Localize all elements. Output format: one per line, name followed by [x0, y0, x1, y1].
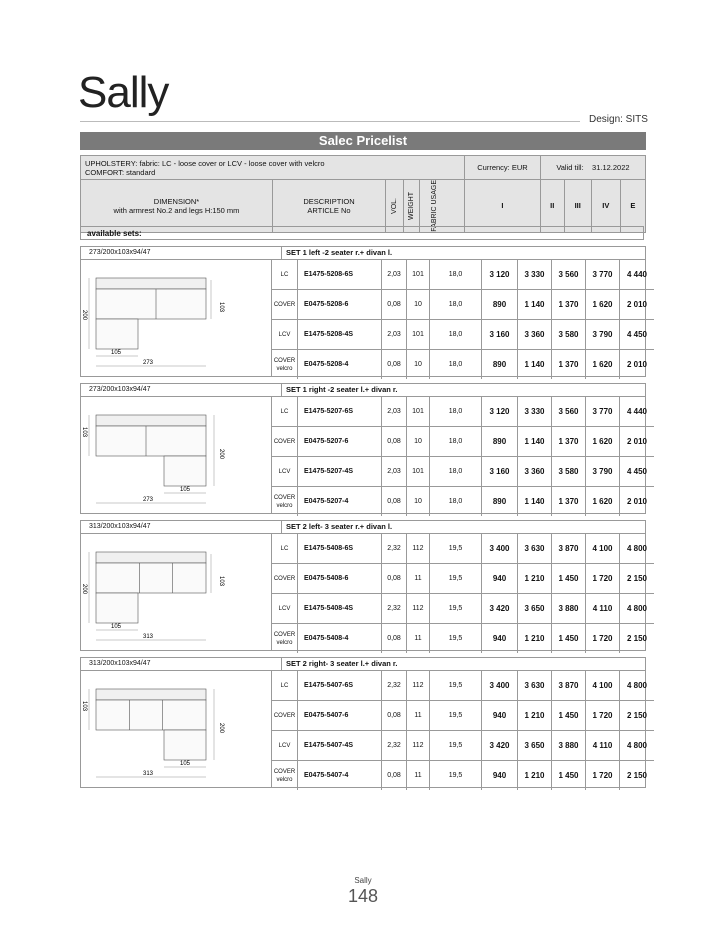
- weight-label: WEIGHT: [408, 191, 415, 220]
- valid-date: 31.12.2022: [592, 163, 630, 172]
- price-cell: 3 770: [586, 260, 620, 289]
- set-dimension: 273/200x103x94/47: [81, 384, 282, 396]
- fabric-header: [420, 180, 465, 233]
- weight: 11: [407, 564, 430, 593]
- cover-type-label: COVER: [273, 301, 296, 308]
- article-number: E0475-5207-4: [298, 487, 382, 516]
- price-cell: 940: [482, 701, 518, 730]
- comfort-text: COMFORT: standard: [85, 167, 156, 177]
- price-cell: 1 720: [586, 624, 620, 653]
- price-cell: 3 770: [586, 397, 620, 426]
- table-row: [272, 260, 654, 290]
- table-row: [272, 290, 654, 320]
- table-row: [272, 427, 654, 457]
- footer-page-number: 148: [347, 886, 379, 906]
- sofa-plan-icon: [81, 260, 271, 374]
- weight: 112: [407, 731, 430, 760]
- fabric-usage: 18,0: [430, 427, 482, 456]
- price-cell: 1 210: [518, 761, 552, 790]
- valid-label: Valid till:: [556, 163, 584, 172]
- price-cell: 2 150: [626, 771, 648, 780]
- cover-type-label: COVER: [273, 631, 296, 638]
- article-number: E1475-5408-6S: [298, 534, 382, 563]
- price-cell: 2 010: [626, 437, 648, 446]
- set-dimension: 313/200x103x94/47: [81, 658, 282, 670]
- dim-depth-label: 103: [81, 701, 87, 712]
- price-cell: 1 370: [552, 350, 586, 379]
- dimension-label: DIMENSION*: [153, 196, 200, 206]
- set-block: [80, 383, 646, 514]
- available-sets-label: available sets:: [80, 226, 644, 240]
- price-cell: 3 160: [482, 457, 518, 486]
- price-cell: 3 650: [518, 594, 552, 623]
- set-block: [80, 657, 646, 788]
- weight: 11: [407, 761, 430, 790]
- set-name: SET 2 right- 3 seater l.+ divan r.: [286, 659, 398, 668]
- dim-divan-label: 105: [111, 350, 122, 356]
- article-number: E1475-5408-4S: [298, 594, 382, 623]
- article-number: E1475-5208-4S: [298, 320, 382, 349]
- fabric-label: FABRIC USAGE: [431, 180, 438, 232]
- weight: 11: [407, 701, 430, 730]
- volume: 0,08: [382, 487, 407, 516]
- title-rule: [80, 121, 580, 122]
- sofa-drawing: [81, 397, 272, 513]
- description-label: DESCRIPTION: [303, 196, 355, 206]
- price-cell: 4 800: [626, 604, 648, 613]
- fabric-usage: 19,5: [430, 624, 482, 653]
- price-cell: 1 620: [586, 290, 620, 319]
- price-cell: 1 620: [586, 487, 620, 516]
- cover-type: [272, 290, 298, 319]
- fabric-usage: 19,5: [430, 761, 482, 790]
- price-cell: 1 370: [552, 290, 586, 319]
- set-dimension: 313/200x103x94/47: [81, 521, 282, 533]
- cover-type: [272, 564, 298, 593]
- price-col-header: I: [465, 180, 541, 233]
- dim-depth-label: 103: [218, 302, 224, 313]
- price-col-header: III: [564, 180, 591, 233]
- price-cell: 3 790: [586, 457, 620, 486]
- price-cell: 940: [482, 624, 518, 653]
- footer-name: Sally: [354, 876, 372, 885]
- price-cell: 3 580: [552, 320, 586, 349]
- fabric-usage: 19,5: [430, 701, 482, 730]
- table-row: [272, 624, 654, 653]
- dim-length-label: 200: [81, 584, 87, 595]
- price-cell: 890: [482, 487, 518, 516]
- weight: 10: [407, 290, 430, 319]
- price-cell: 3 650: [518, 731, 552, 760]
- price-cell: 1 450: [552, 701, 586, 730]
- price-cell: 2 010: [626, 360, 648, 369]
- volume: 2,32: [382, 731, 407, 760]
- price-cell: 890: [482, 427, 518, 456]
- dim-depth-label: 103: [81, 427, 87, 438]
- price-cell: 1 450: [552, 624, 586, 653]
- cover-type-label: LC: [280, 271, 289, 278]
- cover-type-label: LC: [280, 408, 289, 415]
- article-number: E1475-5207-4S: [298, 457, 382, 486]
- price-cell: 890: [482, 290, 518, 319]
- sofa-drawing: [81, 534, 272, 650]
- page-title: Sally: [78, 68, 169, 117]
- volume: 2,32: [382, 671, 407, 700]
- table-row: [272, 761, 654, 790]
- weight: 101: [407, 457, 430, 486]
- price-cell: 1 720: [586, 701, 620, 730]
- volume: 2,32: [382, 534, 407, 563]
- cover-type: [272, 701, 298, 730]
- price-cell: 940: [482, 761, 518, 790]
- price-cell: 1 140: [518, 290, 552, 319]
- price-cell: 4 440: [626, 407, 648, 416]
- volume: 2,03: [382, 320, 407, 349]
- dim-divan-label: 105: [111, 624, 122, 630]
- price-cell: 1 370: [552, 427, 586, 456]
- article-number: E0475-5207-6: [298, 427, 382, 456]
- dim-divan-label: 105: [180, 761, 191, 767]
- article-number: E1475-5407-6S: [298, 671, 382, 700]
- price-cell: 1 210: [518, 564, 552, 593]
- volume: 0,08: [382, 624, 407, 653]
- volume: 0,08: [382, 350, 407, 379]
- price-cell: 3 560: [552, 260, 586, 289]
- cover-type-label: LCV: [278, 331, 291, 338]
- table-row: [272, 731, 654, 761]
- table-row: [272, 701, 654, 731]
- fabric-usage: 19,5: [430, 534, 482, 563]
- article-label: ARTICLE No: [307, 205, 351, 215]
- table-row: [272, 534, 654, 564]
- cover-type: [272, 731, 298, 760]
- volume: 0,08: [382, 761, 407, 790]
- price-cell: 3 870: [552, 534, 586, 563]
- fabric-usage: 18,0: [430, 397, 482, 426]
- cover-type: [272, 350, 298, 379]
- fabric-usage: 18,0: [430, 290, 482, 319]
- article-number: E0475-5408-4: [298, 624, 382, 653]
- price-cell: 3 400: [482, 534, 518, 563]
- price-cell: 4 450: [626, 467, 648, 476]
- table-row: [272, 564, 654, 594]
- description-header: [273, 180, 386, 233]
- fabric-usage: 19,5: [430, 594, 482, 623]
- cover-type-label: COVER: [273, 575, 296, 582]
- table-row: [272, 350, 654, 379]
- valid-till: [540, 156, 645, 180]
- price-cell: 1 140: [518, 427, 552, 456]
- price-cell: 1 720: [586, 761, 620, 790]
- fabric-usage: 19,5: [430, 564, 482, 593]
- price-cell: 3 330: [518, 397, 552, 426]
- price-cell: 4 450: [626, 330, 648, 339]
- volume: 2,32: [382, 594, 407, 623]
- upholstery-info: [81, 156, 465, 180]
- price-cell: 3 420: [482, 594, 518, 623]
- pricelist-title: Salec Pricelist: [80, 132, 646, 150]
- weight: 101: [407, 320, 430, 349]
- price-cell: 3 870: [552, 671, 586, 700]
- design-credit: Design: SITS: [589, 114, 648, 125]
- weight: 10: [407, 487, 430, 516]
- price-cell: 940: [482, 564, 518, 593]
- set-block: [80, 246, 646, 377]
- price-cell: 1 720: [586, 564, 620, 593]
- cover-type-label: LC: [280, 682, 289, 689]
- table-row: [272, 457, 654, 487]
- price-cell: 3 330: [518, 260, 552, 289]
- sofa-drawing: [81, 260, 272, 376]
- price-cell: 1 620: [586, 427, 620, 456]
- weight: 101: [407, 260, 430, 289]
- cover-type: [272, 260, 298, 289]
- table-row: [272, 487, 654, 516]
- cover-type: [272, 624, 298, 653]
- fabric-usage: 19,5: [430, 671, 482, 700]
- volume: 2,03: [382, 457, 407, 486]
- price-cell: 1 210: [518, 701, 552, 730]
- cover-type-sub: velcro: [276, 365, 293, 372]
- weight: 112: [407, 671, 430, 700]
- cover-type-sub: velcro: [276, 502, 293, 509]
- price-cell: 1 140: [518, 487, 552, 516]
- dim-divan-label: 105: [180, 487, 191, 493]
- currency: Currency: EUR: [465, 156, 541, 180]
- price-cell: 2 150: [626, 711, 648, 720]
- fabric-usage: 18,0: [430, 487, 482, 516]
- cover-type-label: COVER: [273, 712, 296, 719]
- dim-width-label: 313: [143, 771, 154, 777]
- price-cell: 4 100: [586, 534, 620, 563]
- fabric-usage: 19,5: [430, 731, 482, 760]
- price-cell: 3 120: [482, 260, 518, 289]
- dim-width-label: 313: [143, 634, 154, 640]
- volume: 0,08: [382, 290, 407, 319]
- article-number: E1475-5207-6S: [298, 397, 382, 426]
- price-cell: 4 800: [626, 741, 648, 750]
- cover-type-label: LCV: [278, 468, 291, 475]
- price-cell: 1 450: [552, 761, 586, 790]
- article-number: E0475-5408-6: [298, 564, 382, 593]
- weight-header: [404, 180, 420, 233]
- sofa-plan-icon: [81, 671, 271, 785]
- dimension-note: with armrest No.2 and legs H:150 mm: [113, 205, 240, 215]
- price-cell: 3 120: [482, 397, 518, 426]
- article-number: E1475-5208-6S: [298, 260, 382, 289]
- dim-depth-label: 103: [218, 576, 224, 587]
- vol-label: VOL.: [391, 197, 398, 214]
- set-name: SET 1 left -2 seater r.+ divan l.: [286, 248, 393, 257]
- price-cell: 1 620: [586, 350, 620, 379]
- fabric-usage: 18,0: [430, 457, 482, 486]
- cover-type-sub: velcro: [276, 776, 293, 783]
- article-number: E1475-5407-4S: [298, 731, 382, 760]
- volume: 0,08: [382, 564, 407, 593]
- dim-length-label: 200: [218, 723, 224, 734]
- price-cell: 4 800: [626, 681, 648, 690]
- upholstery-text: UPHOLSTERY: fabric: LC - loose cover or LCV - loose cover with velcro: [85, 158, 325, 168]
- set-block: [80, 520, 646, 651]
- dim-width-label: 273: [143, 360, 154, 366]
- article-number: E0475-5208-6: [298, 290, 382, 319]
- price-cell: 3 560: [552, 397, 586, 426]
- vol-header: [386, 180, 404, 233]
- dimension-header: [81, 180, 273, 233]
- price-cell: 3 400: [482, 671, 518, 700]
- article-number: E0475-5208-4: [298, 350, 382, 379]
- price-cell: 3 420: [482, 731, 518, 760]
- fabric-usage: 18,0: [430, 320, 482, 349]
- price-cell: 3 630: [518, 534, 552, 563]
- price-col-header: IV: [591, 180, 620, 233]
- price-col-header: E: [620, 180, 645, 233]
- article-number: E0475-5407-4: [298, 761, 382, 790]
- cover-type-label: COVER: [273, 494, 296, 501]
- article-number: E0475-5407-6: [298, 701, 382, 730]
- cover-type-label: COVER: [273, 438, 296, 445]
- set-name: SET 1 right -2 seater l.+ divan r.: [286, 385, 398, 394]
- cover-type: [272, 487, 298, 516]
- price-cell: 2 010: [626, 300, 648, 309]
- table-row: [272, 671, 654, 701]
- cover-type-sub: velcro: [276, 639, 293, 646]
- price-cell: 3 880: [552, 731, 586, 760]
- volume: 2,03: [382, 260, 407, 289]
- price-cell: 4 110: [586, 731, 620, 760]
- weight: 112: [407, 594, 430, 623]
- set-name: SET 2 left- 3 seater r.+ divan l.: [286, 522, 393, 531]
- price-cell: 1 210: [518, 624, 552, 653]
- pricelist-header: [80, 155, 646, 233]
- weight: 10: [407, 427, 430, 456]
- price-cell: 4 800: [626, 544, 648, 553]
- price-col-header: II: [540, 180, 564, 233]
- price-cell: 3 160: [482, 320, 518, 349]
- table-row: [272, 397, 654, 427]
- cover-type-label: COVER: [273, 768, 296, 775]
- volume: 0,08: [382, 701, 407, 730]
- price-cell: 4 440: [626, 270, 648, 279]
- cover-type: [272, 320, 298, 349]
- cover-type-label: LCV: [278, 742, 291, 749]
- cover-type: [272, 671, 298, 700]
- price-cell: 2 150: [626, 574, 648, 583]
- volume: 2,03: [382, 397, 407, 426]
- price-cell: 3 880: [552, 594, 586, 623]
- price-cell: 3 360: [518, 457, 552, 486]
- sofa-plan-icon: [81, 534, 271, 648]
- sofa-plan-icon: [81, 397, 271, 511]
- set-dimension: 273/200x103x94/47: [81, 247, 282, 259]
- weight: 112: [407, 534, 430, 563]
- price-cell: 3 580: [552, 457, 586, 486]
- price-cell: 3 790: [586, 320, 620, 349]
- dim-length-label: 200: [218, 449, 224, 460]
- table-row: [272, 320, 654, 350]
- cover-type: [272, 397, 298, 426]
- price-cell: 1 370: [552, 487, 586, 516]
- cover-type: [272, 594, 298, 623]
- price-cell: 2 010: [626, 497, 648, 506]
- price-cell: 2 150: [626, 634, 648, 643]
- sofa-drawing: [81, 671, 272, 787]
- price-cell: 3 360: [518, 320, 552, 349]
- price-cell: 890: [482, 350, 518, 379]
- price-cell: 4 100: [586, 671, 620, 700]
- cover-type: [272, 534, 298, 563]
- price-cell: 4 110: [586, 594, 620, 623]
- fabric-usage: 18,0: [430, 260, 482, 289]
- cover-type-label: LCV: [278, 605, 291, 612]
- weight: 11: [407, 624, 430, 653]
- dim-width-label: 273: [143, 497, 154, 503]
- cover-type: [272, 427, 298, 456]
- price-cell: 3 630: [518, 671, 552, 700]
- price-cell: 1 450: [552, 564, 586, 593]
- volume: 0,08: [382, 427, 407, 456]
- cover-type-label: COVER: [273, 357, 296, 364]
- fabric-usage: 18,0: [430, 350, 482, 379]
- cover-type-label: LC: [280, 545, 289, 552]
- cover-type: [272, 457, 298, 486]
- weight: 10: [407, 350, 430, 379]
- dim-length-label: 200: [81, 310, 87, 321]
- weight: 101: [407, 397, 430, 426]
- cover-type: [272, 761, 298, 790]
- price-cell: 1 140: [518, 350, 552, 379]
- table-row: [272, 594, 654, 624]
